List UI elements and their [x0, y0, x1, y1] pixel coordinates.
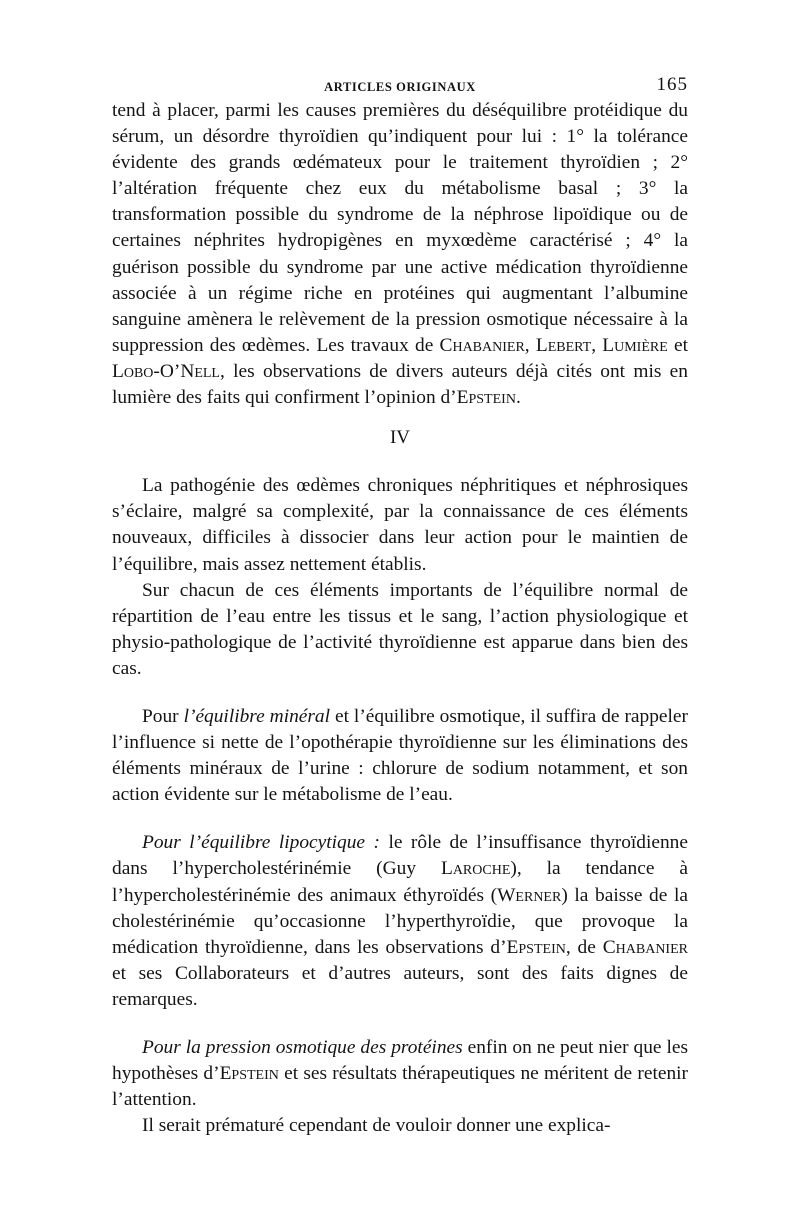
author-name: Werner [497, 884, 562, 906]
page-number: 165 [656, 74, 688, 95]
body-text [112, 98, 688, 1139]
text-run: ) la baisse de la cholestérinémie qu’occasionne l’hyperthyroïdie, que provoque la médication thyroïdienne, dans les observations d’ [112, 884, 688, 958]
section-numeral: IV [389, 427, 411, 449]
author-name: Lebert [535, 334, 592, 356]
text-run: . [515, 387, 521, 409]
paragraph-3: Sur chacun de ces éléments importants de l’équilibre normal de répartition de l’eau entre les tissus et le sang, l’action physiologique et physio-pathologique de l’activité thyroïdienne est apparue dans bien des cas. [112, 579, 688, 679]
paragraph-1 [112, 98, 688, 411]
author-name: Laroche [440, 858, 511, 880]
header-title: ARTICLES ORIGINAUX [324, 80, 476, 94]
paragraph-5 [112, 830, 688, 1013]
paragraph-6 [112, 1035, 688, 1113]
running-header [112, 72, 688, 98]
text-run: ), la tendance à l’hypercholestérinémie des animaux éthyroïdés ( [112, 858, 688, 906]
text-run: , [524, 334, 536, 356]
author-name: Lobo-O’Nell [112, 360, 220, 382]
paragraph-4 [112, 704, 688, 808]
text-run: et l’équilibre osmotique, il suffira de rappeler l’influence si nette de l’opothérapie thyroïdienne sur les éliminations des éléments minéraux de l’urine : chlorure de sodium notamment, et son action évidente sur le métabolisme de l’eau. [112, 705, 688, 806]
author-name: Epstein [456, 387, 516, 409]
text-run: tend à placer, parmi les causes premières du déséquilibre protéidique du sérum, un désordre thyroïdien qu’indiquent pour lui : 1° la tolérance évidente des grands œdémateux pour le traitement thyroïdien ; 2° l’altération fréquente chez eux du métabolisme basal ; 3° la transformation possible du syndrome de la néphrose lipoïdique ou de certaines néphrites hydropigènes en myxœdème caractérisé ; 4° la guérison possible du syndrome par une active médication thyroïdienne associée à un régime riche en protéines qui augmentant l’albumine sanguine amènera le relèvement de la pression osmotique nécessaire à la suppression des œdèmes. Les travaux de [112, 100, 688, 356]
italic-term: Pour la pression osmotique des protéines [142, 1037, 463, 1058]
text-run: enfin on ne peut nier que les hypothèses d’ [112, 1037, 688, 1085]
paragraph-2: La pathogénie des œdèmes chroniques néphritiques et néphrosiques s’éclaire, malgré sa complexité, par la connaissance de ces éléments nouveaux, difficiles à dissocier dans leur action pour le maintien de l’équilibre, mais assez nettement établis. [112, 475, 688, 575]
text-run: et ses résultats thérapeutiques ne méritent de retenir l’attention. [112, 1063, 689, 1111]
text-run: , de [565, 936, 603, 958]
text-run: , [591, 334, 603, 356]
paragraph-7: Il serait prématuré cependant de vouloir donner une explica- [142, 1115, 611, 1137]
text-run: et [667, 334, 688, 356]
author-name: Epstein [219, 1063, 279, 1085]
author-name: Lumière [602, 334, 668, 356]
text-run: le rôle de l’insuffisance thyroïdienne dans l’hypercholestérinémie (Guy [112, 832, 688, 880]
author-name: Epstein [506, 936, 566, 958]
author-name: Chabanier [602, 936, 688, 958]
text-run: Pour [142, 705, 184, 727]
italic-term: l’équilibre minéral [183, 705, 331, 727]
italic-term: Pour l’équilibre lipocytique : [142, 832, 380, 854]
text-run: et ses Collaborateurs et d’autres auteurs, sont des faits dignes de remarques. [112, 962, 688, 1010]
author-name: Chabanier [439, 334, 525, 356]
text-run: , les observations de divers auteurs déjà cités ont mis en lumière des faits qui confirment l’opinion d’ [112, 360, 688, 409]
